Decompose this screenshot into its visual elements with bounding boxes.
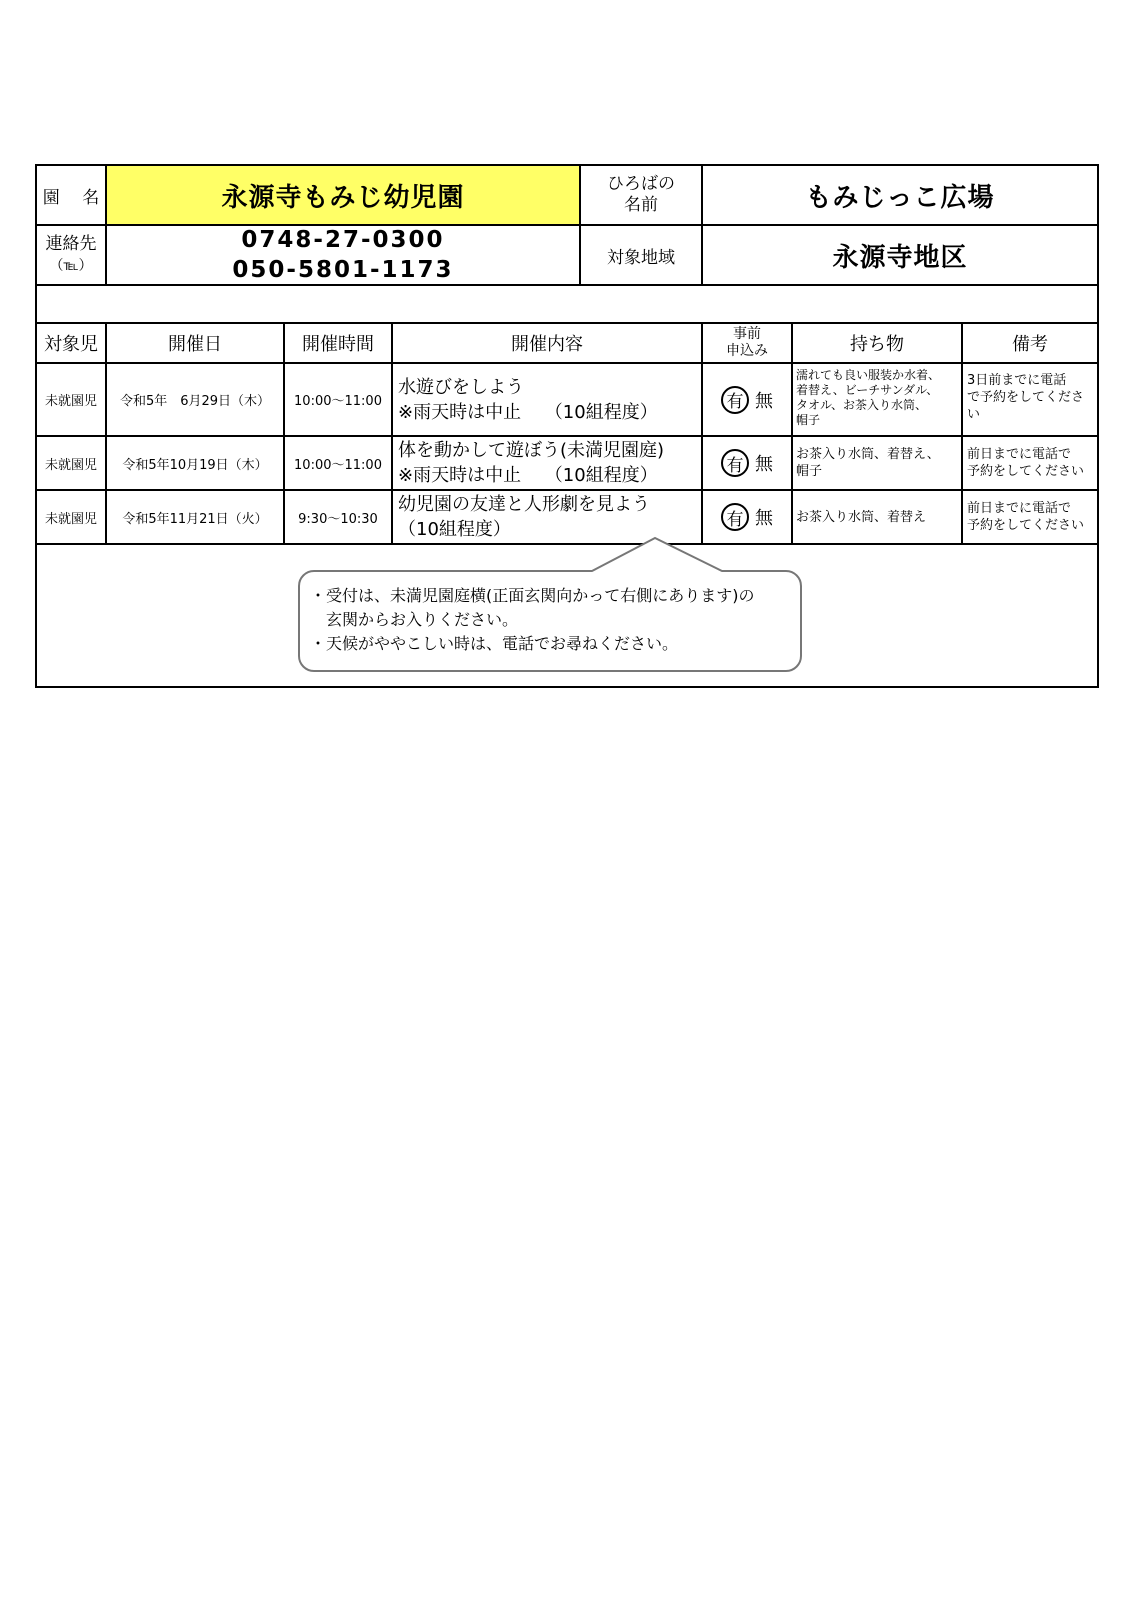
hiroba-label-line1: ひろばの: [607, 174, 675, 194]
row2-date: 令和5年10月19日（木）: [122, 457, 268, 473]
phone-2: 050-5801-1173: [232, 257, 454, 283]
contact-label-line1: 連絡先: [45, 234, 97, 254]
hiroba-label-line2: 名前: [624, 195, 658, 215]
row2-content-line1: 体を動かして遊ぼう(未満児園庭): [398, 440, 665, 461]
row2-target: 未就園児: [44, 457, 97, 473]
row3-content-line1: 幼児園の友達と人形劇を見よう: [398, 494, 650, 515]
callout-line1: ・受付は、未満児園庭横(正面玄関向かって右側にあります)の: [310, 586, 755, 605]
row2-content: [393, 437, 701, 489]
hiroba-name: もみじっこ広場: [805, 182, 995, 213]
phone-1: 0748-27-0300: [241, 227, 445, 253]
row3-reservation: [703, 491, 791, 543]
row3-target: 未就園児: [44, 511, 97, 527]
phone-numbers: [107, 226, 579, 284]
row2-content-line2: ※雨天時は中止 （10組程度）: [398, 465, 658, 486]
row1-items-line1: 濡れても良い服装か水着、: [796, 368, 941, 382]
row3-notes-line1: 前日までに電話で: [967, 501, 1072, 516]
col-notes: 備考: [1012, 334, 1048, 355]
row2-items-line2: 帽子: [796, 464, 823, 479]
grid-line: [37, 284, 1097, 286]
row3-notes: [963, 491, 1097, 543]
col-content: 開催内容: [511, 334, 583, 355]
col-reservation-line2: 申込み: [726, 343, 768, 359]
en-name: 永源寺もみじ幼児園: [107, 166, 579, 224]
row1-date: 令和5年 6月29日（木）: [119, 394, 271, 409]
row1-items-line2: 着替え、ビーチサンダル、: [796, 383, 939, 397]
row2-time: 10:00～11:00: [294, 457, 382, 473]
row2-notes-line2: 予約をしてください: [967, 464, 1085, 479]
row1-time: 10:00～11:00: [294, 394, 382, 409]
row3-yes-circled: 有: [721, 503, 749, 531]
row3-items: [793, 491, 961, 543]
col-date: 開催日: [168, 334, 222, 355]
en-label: 園 名: [42, 187, 100, 208]
row1-content: [393, 364, 701, 435]
row2-items: [793, 437, 961, 489]
row1-items-line4: 帽子: [796, 413, 821, 427]
row2-reservation: [703, 437, 791, 489]
grid-line: [37, 543, 1097, 545]
area-name: 永源寺地区: [832, 242, 968, 273]
callout-line3: ・天候がややこしい時は、電話でお尋ねください。: [310, 634, 679, 653]
row1-items-line3: タオル、お茶入り水筒、: [796, 398, 928, 412]
contact-label: [37, 226, 105, 284]
row1-no: 無: [755, 390, 773, 412]
row3-time: 9:30～10:30: [298, 511, 378, 527]
row1-yes-circled: 有: [721, 386, 749, 414]
row1-notes: [963, 364, 1097, 435]
row1-content-line1: 水遊びをしよう: [398, 376, 524, 398]
row3-no: 無: [755, 508, 773, 529]
row1-items: [793, 364, 961, 435]
contact-label-line2: （℡）: [49, 258, 93, 274]
row2-yes-circled: 有: [721, 449, 749, 477]
row2-notes-line1: 前日までに電話で: [967, 447, 1072, 462]
col-time: 開催時間: [302, 334, 374, 355]
info-callout: [298, 570, 802, 672]
row3-content: [393, 491, 701, 543]
row3-content-line2: （10組程度）: [398, 519, 511, 540]
col-reservation: [703, 324, 791, 362]
row1-notes-line3: い: [967, 407, 981, 422]
row2-no: 無: [755, 454, 773, 475]
row1-reservation: [703, 364, 791, 435]
row2-items-line1: お茶入り水筒、着替え、: [796, 447, 940, 462]
callout-line2: 玄関からお入りください。: [310, 610, 519, 629]
col-reservation-line1: 事前: [733, 326, 761, 342]
row3-items-line1: お茶入り水筒、着替え: [796, 509, 927, 525]
row1-target: 未就園児: [44, 394, 97, 409]
hiroba-label: [581, 166, 701, 224]
row1-content-line2: ※雨天時は中止 （10組程度）: [398, 401, 658, 423]
col-target: 対象児: [44, 334, 98, 355]
row3-date: 令和5年11月21日（火）: [122, 511, 268, 527]
row3-notes-line2: 予約をしてください: [967, 518, 1085, 533]
row1-notes-line1: 3日前までに電話: [967, 373, 1067, 388]
area-label: 対象地域: [607, 247, 675, 268]
row1-notes-line2: で予約をしてくださ: [967, 390, 1085, 405]
row2-notes: [963, 437, 1097, 489]
col-items: 持ち物: [850, 334, 904, 355]
